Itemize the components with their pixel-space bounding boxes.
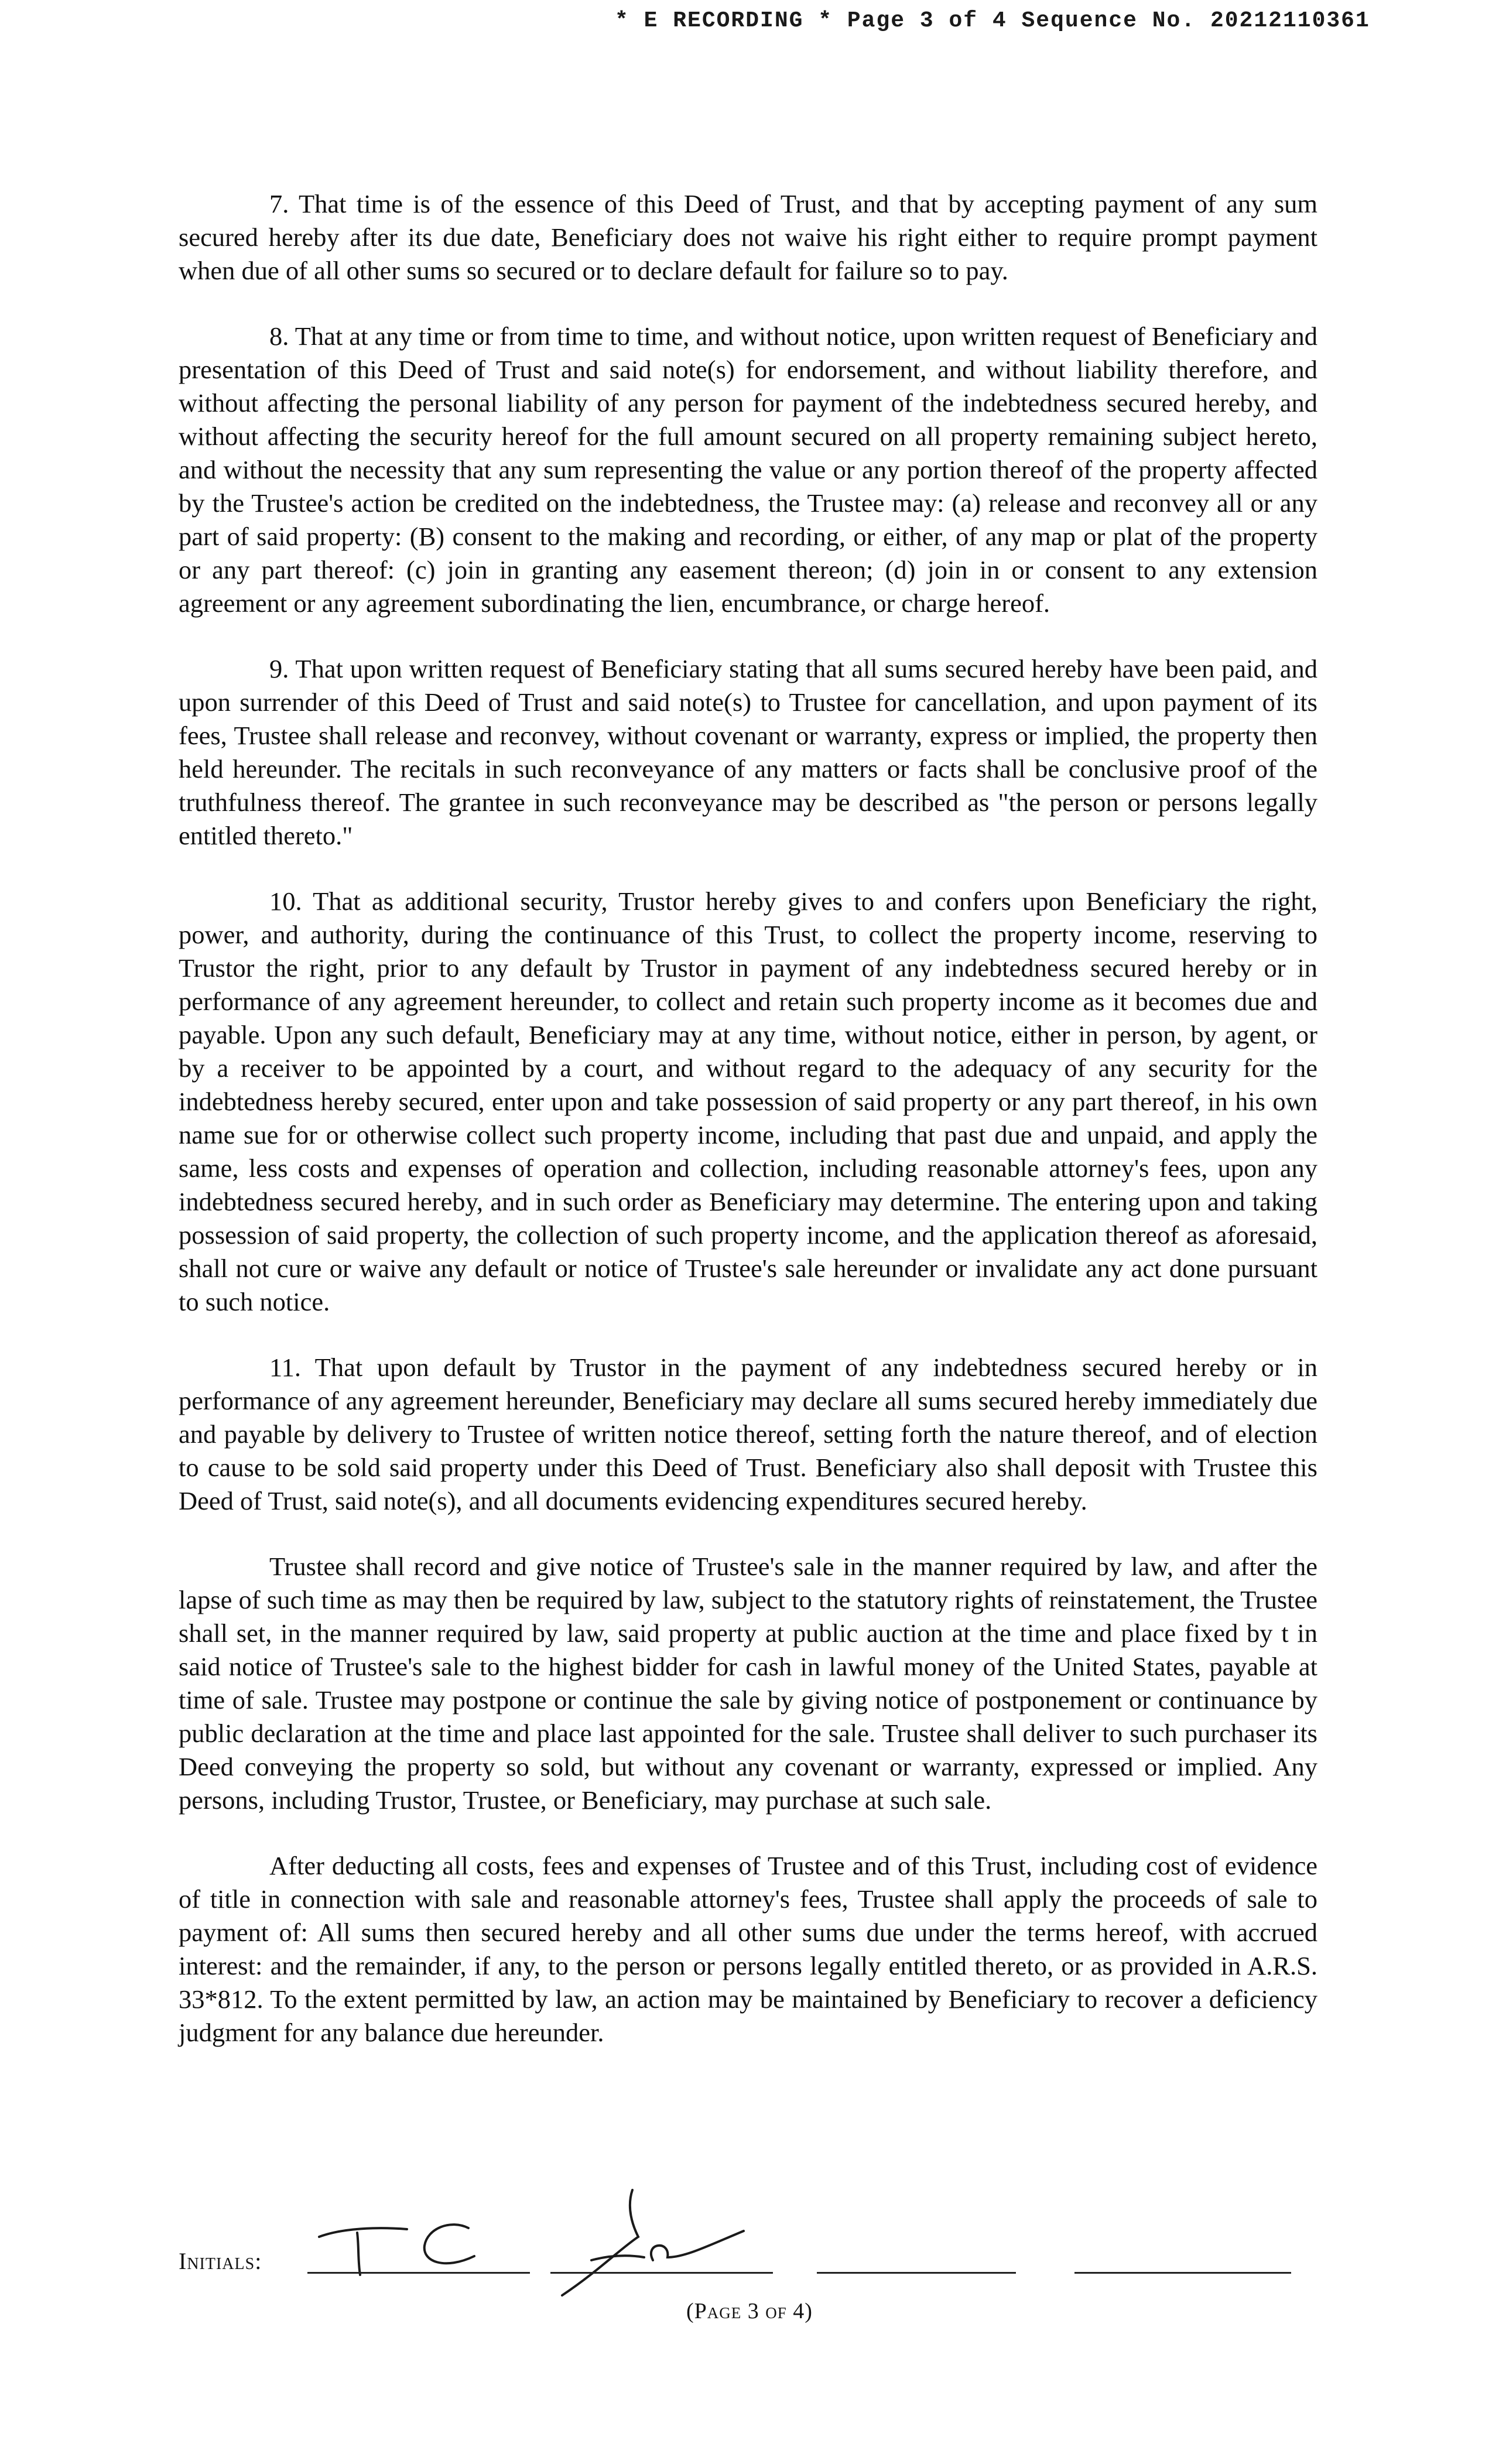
initials-label: Initials: — [179, 2248, 262, 2274]
initials-line-2 — [550, 2272, 773, 2274]
paragraph-7: 7. That time is of the essence of this Deed of Trust, and that by accepting payment of any sum secured hereby after its due date, Beneficiary does not waive his right either to require prompt payment when due of all other sums so secured or to declare default for failure so to pay. — [179, 189, 1317, 285]
recording-stamp: * E RECORDING * Page 3 of 4 Sequence No. 20212110361 — [615, 8, 1370, 33]
initials-row — [179, 2208, 1317, 2290]
document-body — [179, 187, 1317, 2082]
paragraph-11: 11. That upon default by Trustor in the payment of any indebtedness secured hereby or in performance of any agreement hereunder, Beneficiary may declare all sums secured hereby immediately due and payable by delivery to Trustee of written notice thereof, setting forth the nature thereof, and of election to cause to be sold said property under this Deed of Trust. Beneficiary also shall deposit with Trustee this Deed of Trust, said note(s), and all documents evidencing expenditures secured hereby. — [179, 1353, 1317, 1515]
page-footer: (Page 3 of 4) — [686, 2299, 813, 2323]
paragraph-trustee-sale: Trustee shall record and give notice of Trustee's sale in the manner required by law, and after the lapse of such time as may then be required by law, subject to the statutory rights of reinstatement, the Trustee shall set, in the manner required by law, said property at public auction at the time and place fixed by t in said notice of Trustee's sale to the highest bidder for cash in lawful money of the United States, payable at time of sale. Trustee may postpone or continue the sale by giving notice of postponement or continuance by public declaration at the time and place last appointed for the sale. Trustee shall deliver to such purchaser its Deed conveying the property so sold, but without any covenant or warranty, expressed or implied. Any persons, including Trustor, Trustee, or Beneficiary, may purchase at such sale. — [179, 1552, 1317, 1815]
paragraph-8: 8. That at any time or from time to time, and without notice, upon written request of Beneficiary and presentation of this Deed of Trust and said note(s) for endorsement, and without liability therefore, and without affecting the personal liability of any person for payment of the indebtedness secured hereby, and without affecting the security hereof for the full amount secured on all property remaining subject hereto, and without the necessity that any sum representing the value or any portion thereof of the property affected by the Trustee's action be credited on the indebtedness, the Trustee may: (a) release and reconvey all or any part of said property: (B) consent to the making and recording, or either, of any map or plat of the property or any part thereof: (c) join in granting any easement thereon; (d) join in or consent to any extension agreement or any agreement subordinating the lien, encumbrance, or charge hereof. — [179, 321, 1317, 618]
initials-line-3 — [817, 2272, 1016, 2274]
initials-line-1 — [307, 2272, 530, 2274]
initials-mark-tc — [307, 2205, 518, 2287]
paragraph-proceeds: After deducting all costs, fees and expenses of Trustee and of this Trust, including cost of evidence of title in connection with sale and reasonable attorney's fees, Trustee shall apply the proceeds of sale to payment of: All sums then secured hereby and all other sums due under the terms hereof, with accrued interest: and the remainder, if any, to the person or persons legally entitled thereto, or as provided in A.R.S. 33*812. To the extent permitted by law, an action may be maintained by Beneficiary to recover a deficiency judgment for any balance due hereunder. — [179, 1851, 1317, 2047]
paragraph-10: 10. That as additional security, Trustor hereby gives to and confers upon Beneficiary the right, power, and authority, during the continuance of this Trust, to collect the property income, reserving to Trustor the right, prior to any default by Trustor in payment of any indebtedness secured hereby or in performance of any agreement hereunder, to collect and retain such property income as it becomes due and payable. Upon any such default, Beneficiary may at any time, without notice, either in person, by agent, or by a receiver to be appointed by a court, and without regard to the adequacy of any security for the indebtedness hereby secured, enter upon and take possession of said property or any part thereof, in his own name sue for or otherwise collect such property income, including that past due and unpaid, and apply the same, less costs and expenses of operation and collection, including reasonable attorney's fees, upon any indebtedness secured hereby, and in such order as Beneficiary may determine. The entering upon and taking possession of said property, the collection of such property income, and the application thereof as aforesaid, shall not cure or waive any default or notice of Trustee's sale hereunder or invalidate any act done pursuant to such notice. — [179, 887, 1317, 1316]
paragraph-9: 9. That upon written request of Beneficiary stating that all sums secured hereby have been paid, and upon surrender of this Deed of Trust and said note(s) to Trustee for cancellation, and upon payment of its fees, Trustee shall release and reconvey, without covenant or warranty, express or implied, the property then held hereunder. The recitals in such reconveyance of any matters or facts shall be conclusive proof of the truthfulness thereof. The grantee in such reconveyance may be described as "the person or persons legally entitled thereto." — [179, 654, 1317, 850]
initials-mark-signature — [550, 2184, 761, 2301]
initials-line-4 — [1074, 2272, 1291, 2274]
